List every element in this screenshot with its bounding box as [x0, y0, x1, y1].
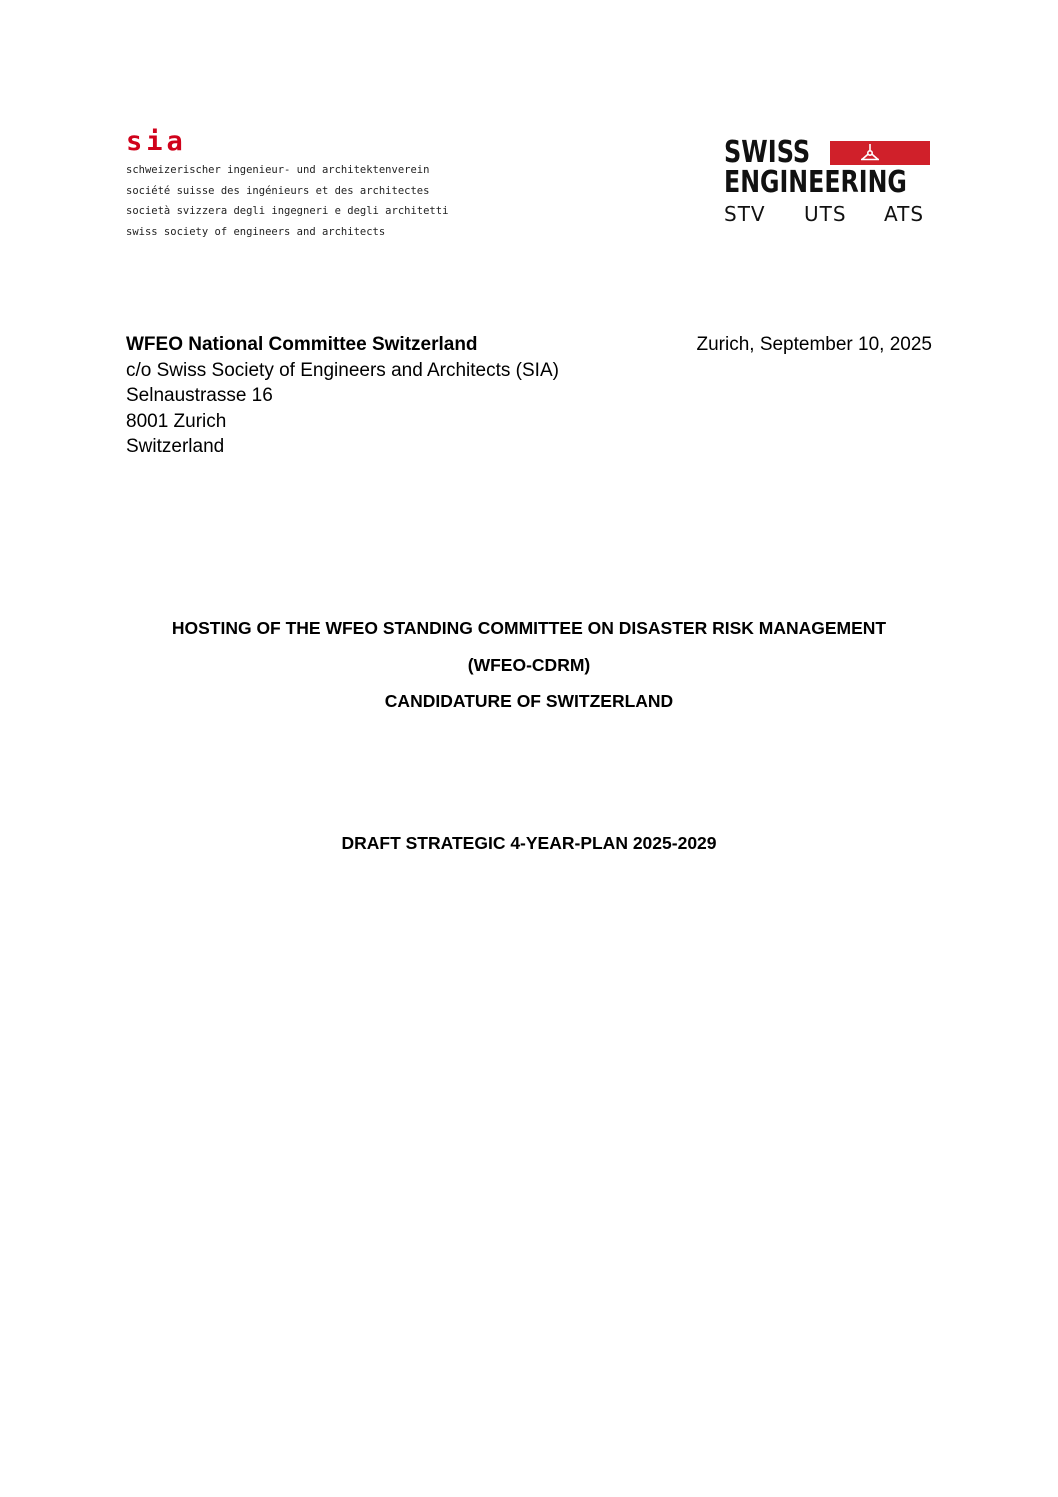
sia-logo-line-italian: società svizzera degli ingegneri e degli architetti — [126, 205, 449, 217]
swiss-engineering-logo-ats: ATS — [884, 202, 925, 226]
swiss-engineering-emblem-icon — [830, 141, 930, 165]
sia-logo-line-german: schweizerischer ingenieur- und architektenverein — [126, 164, 430, 176]
sender-organization: WFEO National Committee Switzerland — [126, 334, 478, 355]
sender-address-line: Switzerland — [126, 436, 225, 457]
sender-address-line: 8001 Zurich — [126, 410, 227, 432]
document-title-line: (WFEO-CDRM) — [467, 654, 591, 675]
swiss-engineering-logo — [724, 135, 930, 228]
document-title-line: HOSTING OF THE WFEO STANDING COMMITTEE ON DISASTER RISK MANAGEMENT — [171, 618, 887, 638]
sender-address — [126, 332, 559, 460]
swiss-engineering-logo-stv: STV — [724, 202, 766, 226]
sia-logo-mark: sia — [126, 126, 187, 157]
swiss-engineering-logo-swiss: SWISS — [724, 135, 811, 170]
sia-logo — [126, 128, 486, 242]
document-title — [100, 610, 958, 720]
sia-logo-line-french: société suisse des ingénieurs et des architectes — [126, 184, 430, 197]
sender-address-line: Selnaustrasse 16 — [126, 385, 273, 406]
sender-address-line: c/o Swiss Society of Engineers and Architects (SIA) — [126, 359, 559, 381]
document-title-line: CANDIDATURE OF SWITZERLAND — [384, 691, 674, 711]
sia-logo-line-english: swiss society of engineers and architects — [126, 225, 386, 238]
date-line: Zurich, September 10, 2025 — [696, 334, 932, 355]
swiss-engineering-logo-uts: UTS — [804, 202, 847, 226]
swiss-engineering-logo-engineering: ENGINEERING — [724, 165, 907, 200]
plan-title: DRAFT STRATEGIC 4-YEAR-PLAN 2025-2029 — [341, 833, 717, 853]
